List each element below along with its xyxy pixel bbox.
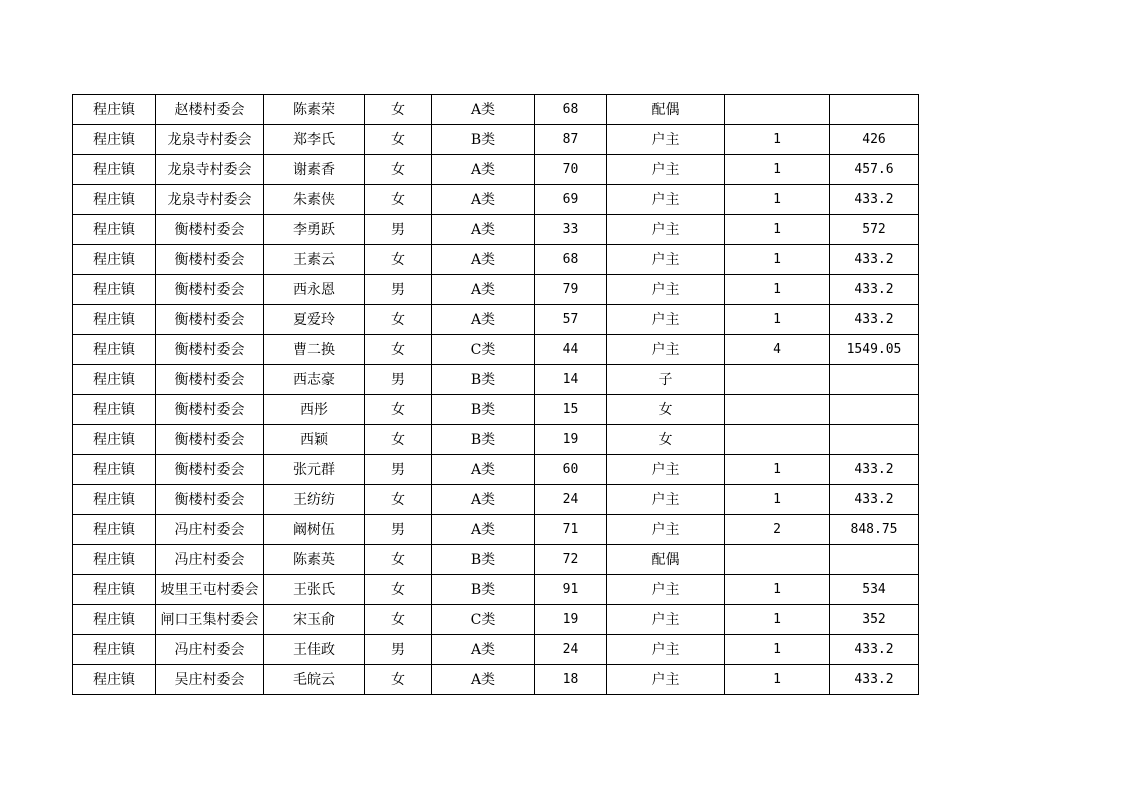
household-count-cell: 1 [725, 155, 830, 185]
gender-cell: 女 [365, 125, 432, 155]
category-cell: C类 [432, 335, 535, 365]
amount-cell [830, 365, 919, 395]
gender-cell: 女 [365, 605, 432, 635]
name-cell: 西永恩 [264, 275, 365, 305]
name-cell: 曹二换 [264, 335, 365, 365]
household-count-cell: 1 [725, 485, 830, 515]
table-row [73, 545, 919, 575]
gender-cell: 女 [365, 425, 432, 455]
town-cell: 程庄镇 [73, 185, 156, 215]
name-cell: 西彤 [264, 395, 365, 425]
town-cell: 程庄镇 [73, 275, 156, 305]
amount-cell: 433.2 [830, 275, 919, 305]
table-row [73, 155, 919, 185]
name-cell: 郑李氏 [264, 125, 365, 155]
name-cell: 西颖 [264, 425, 365, 455]
age-cell: 70 [535, 155, 607, 185]
age-cell: 87 [535, 125, 607, 155]
age-cell: 14 [535, 365, 607, 395]
relation-cell: 户主 [607, 515, 725, 545]
relation-cell: 户主 [607, 635, 725, 665]
category-cell: B类 [432, 365, 535, 395]
amount-cell: 433.2 [830, 245, 919, 275]
gender-cell: 女 [365, 395, 432, 425]
village-committee-cell: 衡楼村委会 [156, 275, 264, 305]
category-cell: B类 [432, 575, 535, 605]
relation-cell: 户主 [607, 125, 725, 155]
household-count-cell: 1 [725, 605, 830, 635]
age-cell: 19 [535, 425, 607, 455]
category-cell: B类 [432, 545, 535, 575]
gender-cell: 男 [365, 635, 432, 665]
village-committee-cell: 龙泉寺村委会 [156, 185, 264, 215]
table-row [73, 515, 919, 545]
town-cell: 程庄镇 [73, 305, 156, 335]
town-cell: 程庄镇 [73, 635, 156, 665]
household-count-cell: 4 [725, 335, 830, 365]
name-cell: 谢素香 [264, 155, 365, 185]
village-committee-cell: 衡楼村委会 [156, 395, 264, 425]
amount-cell: 433.2 [830, 305, 919, 335]
town-cell: 程庄镇 [73, 515, 156, 545]
town-cell: 程庄镇 [73, 425, 156, 455]
table-row [73, 335, 919, 365]
relation-cell: 女 [607, 425, 725, 455]
town-cell: 程庄镇 [73, 605, 156, 635]
town-cell: 程庄镇 [73, 365, 156, 395]
town-cell: 程庄镇 [73, 215, 156, 245]
age-cell: 15 [535, 395, 607, 425]
household-count-cell: 1 [725, 575, 830, 605]
age-cell: 57 [535, 305, 607, 335]
amount-cell: 433.2 [830, 185, 919, 215]
table-row [73, 605, 919, 635]
age-cell: 33 [535, 215, 607, 245]
household-count-cell: 1 [725, 455, 830, 485]
name-cell: 王纺纺 [264, 485, 365, 515]
name-cell: 张元群 [264, 455, 365, 485]
gender-cell: 女 [365, 665, 432, 695]
name-cell: 宋玉俞 [264, 605, 365, 635]
category-cell: A类 [432, 215, 535, 245]
household-count-cell: 1 [725, 215, 830, 245]
amount-cell: 534 [830, 575, 919, 605]
town-cell: 程庄镇 [73, 95, 156, 125]
relation-cell: 户主 [607, 605, 725, 635]
gender-cell: 男 [365, 275, 432, 305]
village-committee-cell: 龙泉寺村委会 [156, 125, 264, 155]
amount-cell: 457.6 [830, 155, 919, 185]
town-cell: 程庄镇 [73, 395, 156, 425]
name-cell: 西志豪 [264, 365, 365, 395]
amount-cell [830, 95, 919, 125]
record-table [72, 94, 919, 695]
relation-cell: 户主 [607, 305, 725, 335]
relation-cell: 户主 [607, 275, 725, 305]
name-cell: 陈素英 [264, 545, 365, 575]
village-committee-cell: 冯庄村委会 [156, 545, 264, 575]
category-cell: A类 [432, 95, 535, 125]
household-count-cell: 1 [725, 305, 830, 335]
category-cell: C类 [432, 605, 535, 635]
amount-cell: 1549.05 [830, 335, 919, 365]
age-cell: 72 [535, 545, 607, 575]
gender-cell: 男 [365, 215, 432, 245]
name-cell: 毛皖云 [264, 665, 365, 695]
age-cell: 68 [535, 95, 607, 125]
table-row [73, 665, 919, 695]
table-row [73, 425, 919, 455]
name-cell: 夏爱玲 [264, 305, 365, 335]
category-cell: A类 [432, 485, 535, 515]
household-count-cell: 1 [725, 635, 830, 665]
household-count-cell [725, 395, 830, 425]
age-cell: 60 [535, 455, 607, 485]
relation-cell: 户主 [607, 335, 725, 365]
category-cell: A类 [432, 635, 535, 665]
category-cell: A类 [432, 245, 535, 275]
gender-cell: 女 [365, 185, 432, 215]
village-committee-cell: 衡楼村委会 [156, 305, 264, 335]
amount-cell: 572 [830, 215, 919, 245]
age-cell: 24 [535, 485, 607, 515]
relation-cell: 配偶 [607, 95, 725, 125]
amount-cell: 352 [830, 605, 919, 635]
table-row [73, 305, 919, 335]
amount-cell [830, 395, 919, 425]
household-count-cell [725, 365, 830, 395]
town-cell: 程庄镇 [73, 125, 156, 155]
household-count-cell [725, 425, 830, 455]
age-cell: 19 [535, 605, 607, 635]
category-cell: A类 [432, 275, 535, 305]
household-count-cell [725, 95, 830, 125]
age-cell: 79 [535, 275, 607, 305]
relation-cell: 户主 [607, 485, 725, 515]
relation-cell: 子 [607, 365, 725, 395]
name-cell: 阚树伍 [264, 515, 365, 545]
amount-cell: 426 [830, 125, 919, 155]
category-cell: A类 [432, 305, 535, 335]
gender-cell: 女 [365, 245, 432, 275]
gender-cell: 男 [365, 515, 432, 545]
age-cell: 18 [535, 665, 607, 695]
town-cell: 程庄镇 [73, 155, 156, 185]
village-committee-cell: 衡楼村委会 [156, 455, 264, 485]
village-committee-cell: 衡楼村委会 [156, 485, 264, 515]
gender-cell: 女 [365, 485, 432, 515]
age-cell: 44 [535, 335, 607, 365]
town-cell: 程庄镇 [73, 335, 156, 365]
amount-cell: 848.75 [830, 515, 919, 545]
village-committee-cell: 坡里王屯村委会 [156, 575, 264, 605]
town-cell: 程庄镇 [73, 485, 156, 515]
relation-cell: 户主 [607, 185, 725, 215]
category-cell: B类 [432, 395, 535, 425]
household-count-cell: 1 [725, 245, 830, 275]
village-committee-cell: 冯庄村委会 [156, 515, 264, 545]
relation-cell: 配偶 [607, 545, 725, 575]
table-row [73, 395, 919, 425]
age-cell: 68 [535, 245, 607, 275]
relation-cell: 户主 [607, 665, 725, 695]
category-cell: A类 [432, 455, 535, 485]
name-cell: 陈素荣 [264, 95, 365, 125]
village-committee-cell: 冯庄村委会 [156, 635, 264, 665]
household-count-cell [725, 545, 830, 575]
category-cell: A类 [432, 155, 535, 185]
gender-cell: 男 [365, 365, 432, 395]
town-cell: 程庄镇 [73, 575, 156, 605]
gender-cell: 女 [365, 575, 432, 605]
gender-cell: 女 [365, 305, 432, 335]
table-row [73, 365, 919, 395]
gender-cell: 女 [365, 95, 432, 125]
age-cell: 24 [535, 635, 607, 665]
table-row [73, 575, 919, 605]
amount-cell: 433.2 [830, 635, 919, 665]
village-committee-cell: 龙泉寺村委会 [156, 155, 264, 185]
table-row [73, 275, 919, 305]
table-row [73, 455, 919, 485]
table-body [73, 95, 919, 695]
village-committee-cell: 吴庄村委会 [156, 665, 264, 695]
village-committee-cell: 衡楼村委会 [156, 365, 264, 395]
name-cell: 王张氏 [264, 575, 365, 605]
village-committee-cell: 闸口王集村委会 [156, 605, 264, 635]
gender-cell: 女 [365, 335, 432, 365]
gender-cell: 男 [365, 455, 432, 485]
town-cell: 程庄镇 [73, 455, 156, 485]
amount-cell: 433.2 [830, 665, 919, 695]
table-row [73, 185, 919, 215]
household-count-cell: 1 [725, 185, 830, 215]
village-committee-cell: 赵楼村委会 [156, 95, 264, 125]
village-committee-cell: 衡楼村委会 [156, 335, 264, 365]
relation-cell: 户主 [607, 455, 725, 485]
gender-cell: 女 [365, 155, 432, 185]
village-committee-cell: 衡楼村委会 [156, 215, 264, 245]
amount-cell [830, 545, 919, 575]
table-row [73, 125, 919, 155]
table-row [73, 95, 919, 125]
table-row [73, 215, 919, 245]
village-committee-cell: 衡楼村委会 [156, 425, 264, 455]
amount-cell: 433.2 [830, 485, 919, 515]
name-cell: 王素云 [264, 245, 365, 275]
relation-cell: 户主 [607, 245, 725, 275]
category-cell: B类 [432, 125, 535, 155]
age-cell: 71 [535, 515, 607, 545]
amount-cell [830, 425, 919, 455]
amount-cell: 433.2 [830, 455, 919, 485]
name-cell: 朱素侠 [264, 185, 365, 215]
town-cell: 程庄镇 [73, 665, 156, 695]
relation-cell: 女 [607, 395, 725, 425]
table-row [73, 245, 919, 275]
household-count-cell: 1 [725, 275, 830, 305]
town-cell: 程庄镇 [73, 245, 156, 275]
category-cell: B类 [432, 425, 535, 455]
table-row [73, 485, 919, 515]
village-committee-cell: 衡楼村委会 [156, 245, 264, 275]
gender-cell: 女 [365, 545, 432, 575]
relation-cell: 户主 [607, 575, 725, 605]
town-cell: 程庄镇 [73, 545, 156, 575]
table-row [73, 635, 919, 665]
category-cell: A类 [432, 185, 535, 215]
age-cell: 91 [535, 575, 607, 605]
name-cell: 李勇跃 [264, 215, 365, 245]
relation-cell: 户主 [607, 155, 725, 185]
category-cell: A类 [432, 515, 535, 545]
category-cell: A类 [432, 665, 535, 695]
age-cell: 69 [535, 185, 607, 215]
name-cell: 王佳政 [264, 635, 365, 665]
household-count-cell: 2 [725, 515, 830, 545]
relation-cell: 户主 [607, 215, 725, 245]
household-count-cell: 1 [725, 125, 830, 155]
household-count-cell: 1 [725, 665, 830, 695]
